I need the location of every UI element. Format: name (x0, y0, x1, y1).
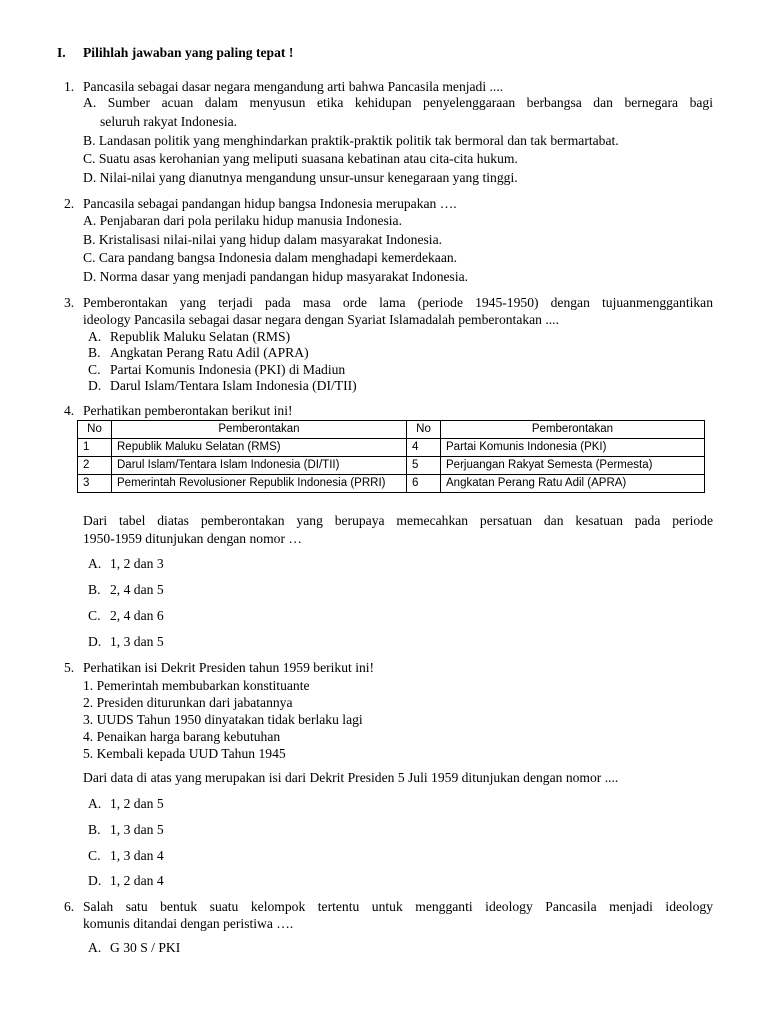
table-row (78, 439, 705, 457)
q3-option-c-text: Partai Komunis Indonesia (PKI) di Madiun (110, 362, 346, 377)
q1-option-b: B. Landasan politik yang menghindarkan praktik-praktik politik tak bermoral dan tak bermartabat. (83, 133, 619, 148)
q5-option-b-text: 1, 3 dan 5 (110, 822, 164, 837)
q4-option-d-text: 1, 3 dan 5 (110, 634, 164, 649)
q3-option-b-text: Angkatan Perang Ratu Adil (APRA) (110, 345, 309, 360)
table-cell: 5 (407, 457, 441, 475)
q4-option-d-letter: D. (88, 634, 102, 649)
table-row (78, 457, 705, 475)
q1-option-c: C. Suatu asas kerohanian yang meliputi suasana kebatinan atau cita-cita hukum. (83, 151, 518, 166)
q3-text-cont: ideology Pancasila sebagai dasar negara dengan Syariat Islamadalah pemberontakan .... (83, 312, 559, 327)
q5-item: 5. Kembali kepada UUD Tahun 1945 (83, 746, 286, 761)
q2-number: 2. (64, 196, 75, 211)
table-cell: Pemerintah Revolusioner Republik Indonesia (PRRI) (112, 475, 407, 493)
table-cell: Angkatan Perang Ratu Adil (APRA) (441, 475, 705, 493)
q5-option-d-letter: D. (88, 873, 102, 888)
q3-text: Pemberontakan yang terjadi pada masa orde lama (periode 1945-1950) dengan tujuanmenggantikan (83, 295, 713, 310)
q3-option-a-text: Republik Maluku Selatan (RMS) (110, 329, 291, 344)
table-cell: 2 (78, 457, 112, 475)
q1-number: 1. (64, 79, 75, 94)
q5-item: 2. Presiden diturunkan dari jabatannya (83, 695, 293, 710)
table-row (78, 475, 705, 493)
q4-option-b-text: 2, 4 dan 5 (110, 582, 164, 597)
q6-text-cont: komunis ditandai dengan peristiwa …. (83, 916, 294, 931)
table-cell: 4 (407, 439, 441, 457)
table-cell: Partai Komunis Indonesia (PKI) (441, 439, 705, 457)
q6-option-a-letter: A. (88, 940, 102, 955)
q5-option-c-text: 1, 3 dan 4 (110, 848, 164, 863)
q5-option-b-letter: B. (88, 822, 101, 837)
q6-option-a-text: G 30 S / PKI (110, 940, 181, 955)
rebellion-table (77, 420, 705, 493)
table-header-no: No (407, 421, 441, 439)
q5-option-c-letter: C. (88, 848, 101, 863)
q4-question-cont: 1950-1959 ditunjukan dengan nomor … (83, 531, 302, 546)
q4-option-a-letter: A. (88, 556, 102, 571)
q5-option-a-letter: A. (88, 796, 102, 811)
q6-number: 6. (64, 899, 75, 914)
q2-option-a: A. Penjabaran dari pola perilaku hidup manusia Indonesia. (83, 213, 402, 228)
q3-option-b-letter: B. (88, 345, 101, 360)
q2-option-c: C. Cara pandang bangsa Indonesia dalam menghadapi kemerdekaan. (83, 250, 458, 265)
table-header-pemberontakan: Pemberontakan (441, 421, 705, 439)
table-header-no: No (78, 421, 112, 439)
table-cell: 3 (78, 475, 112, 493)
table-header-row (78, 421, 705, 439)
q2-text: Pancasila sebagai pandangan hidup bangsa Indonesia merupakan …. (83, 196, 457, 211)
q4-option-c-letter: C. (88, 608, 101, 623)
q1-option-d: D. Nilai-nilai yang dianutnya mengandung unsur-unsur kenegaraan yang tinggi. (83, 170, 518, 185)
q5-item: 1. Pemerintah membubarkan konstituante (83, 678, 310, 693)
q5-text: Perhatikan isi Dekrit Presiden tahun 1959 berikut ini! (83, 660, 375, 675)
q5-item: 4. Penaikan harga barang kebutuhan (83, 729, 281, 744)
q2-option-b: B. Kristalisasi nilai-nilai yang hidup dalam masyarakat Indonesia. (83, 232, 443, 247)
q1-option-a-cont: seluruh rakyat Indonesia. (100, 114, 238, 129)
table-cell: Perjuangan Rakyat Semesta (Permesta) (441, 457, 705, 475)
q4-option-a-text: 1, 2 dan 3 (110, 556, 164, 571)
q2-option-d: D. Norma dasar yang menjadi pandangan hidup masyarakat Indonesia. (83, 269, 469, 284)
q4-number: 4. (64, 403, 75, 418)
table-cell: 6 (407, 475, 441, 493)
q3-option-c-letter: C. (88, 362, 101, 377)
q5-number: 5. (64, 660, 75, 675)
q4-option-c-text: 2, 4 dan 6 (110, 608, 164, 623)
q6-text: Salah satu bentuk suatu kelompok tertentu untuk mengganti ideology Pancasila menjadi ideology (83, 899, 713, 914)
table-cell: Republik Maluku Selatan (RMS) (112, 439, 407, 457)
q1-option-a: A. Sumber acuan dalam menyusun etika kehidupan penyelenggaraan berbangsa dan bernegara bagi (83, 95, 713, 110)
q3-number: 3. (64, 295, 75, 310)
q4-text: Perhatikan pemberontakan berikut ini! (83, 403, 293, 418)
q1-text: Pancasila sebagai dasar negara mengandung arti bahwa Pancasila menjadi .... (83, 79, 504, 94)
q3-option-a-letter: A. (88, 329, 102, 344)
q5-question: Dari data di atas yang merupakan isi dari Dekrit Presiden 5 Juli 1959 ditunjukan dengan nomor .... (83, 770, 619, 785)
q5-option-d-text: 1, 2 dan 4 (110, 873, 164, 888)
section-title: Pilihlah jawaban yang paling tepat ! (83, 45, 294, 60)
table-header-pemberontakan: Pemberontakan (112, 421, 407, 439)
table-cell: 1 (78, 439, 112, 457)
q5-option-a-text: 1, 2 dan 5 (110, 796, 164, 811)
table-cell: Darul Islam/Tentara Islam Indonesia (DI/TII) (112, 457, 407, 475)
q4-question: Dari tabel diatas pemberontakan yang berupaya memecahkan persatuan dan kesatuan pada periode (83, 513, 713, 528)
section-number: I. (57, 45, 66, 60)
q3-option-d-text: Darul Islam/Tentara Islam Indonesia (DI/TII) (110, 378, 357, 393)
q3-option-d-letter: D. (88, 378, 102, 393)
q4-option-b-letter: B. (88, 582, 101, 597)
q5-item: 3. UUDS Tahun 1950 dinyatakan tidak berlaku lagi (83, 712, 363, 727)
